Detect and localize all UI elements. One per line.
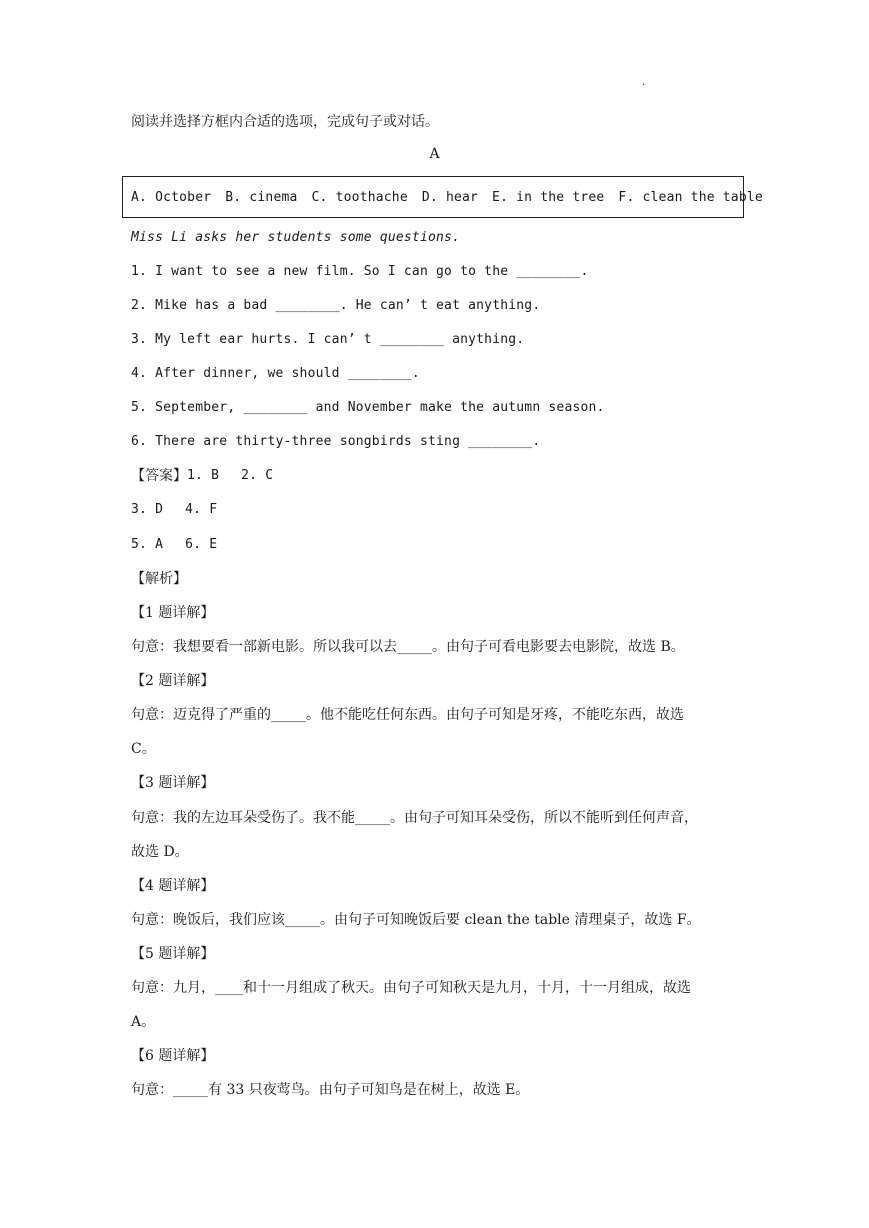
option-c: C. toothache: [311, 189, 408, 205]
option-f: F. clean the table: [618, 189, 763, 205]
answer-2: 2. C: [241, 468, 274, 483]
answer-6: 6. E: [185, 537, 218, 552]
detail-4-title: 【4 题详解】: [131, 878, 215, 894]
options-box: [122, 176, 763, 218]
detail-2-title: 【2 题详解】: [131, 673, 215, 689]
header-mark: ·: [642, 80, 646, 91]
detail-6-title: 【6 题详解】: [131, 1048, 215, 1064]
detail-5-title: 【5 题详解】: [131, 946, 215, 962]
detail-4-text: 句意：晚饭后，我们应该_____。由句子可知晚饭后要 clean the table 清理桌子，故选 F。: [131, 912, 701, 928]
option-e: E. in the tree: [492, 189, 605, 205]
option-b: B. cinema: [225, 189, 298, 205]
detail-1-title: 【1 题详解】: [131, 605, 215, 621]
answer-3: 3. D: [131, 502, 164, 517]
question-4: 4. After dinner, we should ________.: [131, 366, 420, 381]
section-label: A: [429, 146, 440, 162]
answer-1: 1. B: [187, 468, 220, 483]
question-2: 2. Mike has a bad ________. He can’ t eat anything.: [131, 298, 541, 313]
detail-3-text-cont: 故选 D。: [131, 844, 189, 860]
answer-label: 【答案】: [131, 468, 187, 484]
option-a: A. October: [131, 189, 212, 205]
detail-3-title: 【3 题详解】: [131, 775, 215, 791]
detail-2-text: 句意：迈克得了严重的_____。他不能吃任何东西。由句子可知是牙疼，不能吃东西，故选: [131, 707, 684, 723]
detail-2-text-cont: C。: [131, 741, 156, 757]
detail-5-text-cont: A。: [131, 1014, 156, 1030]
detail-6-text: 句意：_____有 33 只夜莺鸟。由句子可知鸟是在树上，故选 E。: [131, 1082, 530, 1098]
detail-3-text: 句意：我的左边耳朵受伤了。我不能_____。由句子可知耳朵受伤，所以不能听到任何声音，: [131, 810, 698, 826]
analysis-label: 【解析】: [131, 571, 187, 587]
option-d: D. hear: [421, 189, 479, 205]
detail-5-text: 句意：九月，____和十一月组成了秋天。由句子可知秋天是九月，十月，十一月组成，故选: [131, 980, 691, 996]
answer-5: 5. A: [131, 537, 164, 552]
answer-4: 4. F: [185, 502, 218, 517]
instruction-text: 阅读并选择方框内合适的选项，完成句子或对话。: [131, 114, 439, 130]
answer-row-3: [131, 535, 217, 555]
detail-1-text: 句意：我想要看一部新电影。所以我可以去_____。由句子可看电影要去电影院，故选 B。: [131, 639, 685, 655]
intro-text: Miss Li asks her students some questions.: [131, 230, 461, 245]
question-3: 3. My left ear hurts. I can’ t ________ anything.: [131, 332, 525, 347]
answer-row-1: [131, 466, 273, 486]
question-1: 1. I want to see a new film. So I can go to the ________.: [131, 264, 589, 279]
question-6: 6. There are thirty-three songbirds sting ________.: [131, 434, 541, 449]
answer-row-2: [131, 500, 217, 520]
question-5: 5. September, ________ and November make the autumn season.: [131, 400, 605, 415]
